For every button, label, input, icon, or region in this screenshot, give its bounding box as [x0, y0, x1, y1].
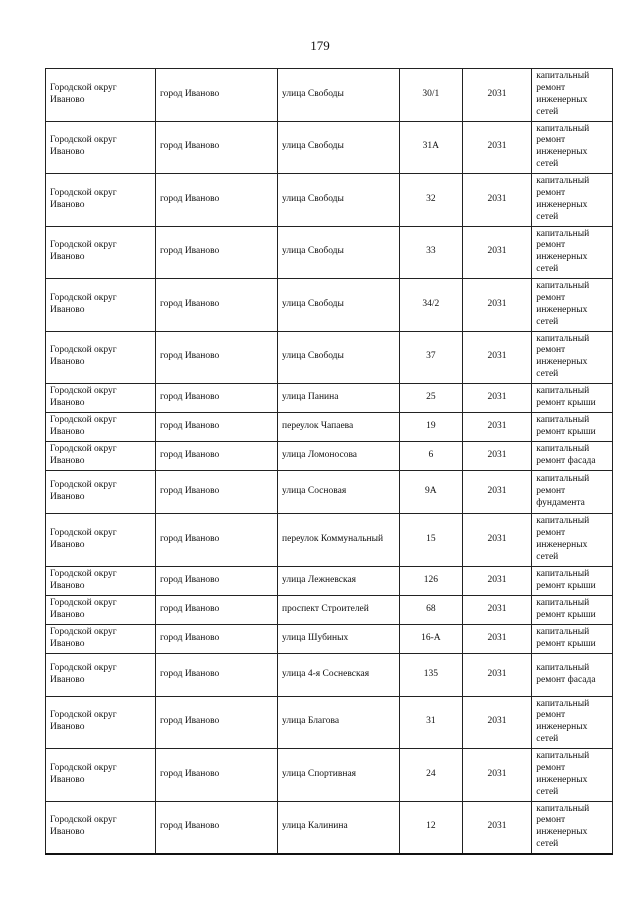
- street-cell: [278, 801, 400, 854]
- table-row: [46, 413, 613, 442]
- street-cell: [278, 471, 400, 514]
- year-cell: [462, 514, 532, 567]
- work-type-cell-text: капитальный ремонт инженерных сетей: [536, 751, 590, 797]
- year-cell: [462, 653, 532, 696]
- municipality-cell-text: Городской округ Иваново: [50, 187, 117, 210]
- municipality-cell: [46, 413, 156, 442]
- work-type-cell-text: капитальный ремонт инженерных сетей: [536, 176, 590, 222]
- street-cell: [278, 384, 400, 413]
- settlement-cell-text: город Иваново: [159, 486, 220, 497]
- municipality-cell: [46, 801, 156, 854]
- house-number-cell-text: 30/1: [422, 88, 440, 99]
- year-cell: [462, 226, 532, 279]
- house-number-cell: [400, 121, 463, 174]
- table-row: [46, 226, 613, 279]
- year-cell: [462, 624, 532, 653]
- year-cell-text: 2031: [487, 533, 507, 544]
- house-number-cell: [400, 279, 463, 332]
- street-cell-text: улица Благова: [282, 716, 340, 727]
- table-row: [46, 749, 613, 802]
- street-cell-text: улица Свободы: [282, 351, 344, 362]
- house-number-cell: [400, 595, 463, 624]
- house-number-cell-text: 34/2: [422, 298, 440, 309]
- year-cell: [462, 696, 532, 749]
- street-cell: [278, 69, 400, 122]
- table-row: [46, 595, 613, 624]
- work-type-cell-text: капитальный ремонт инженерных сетей: [536, 123, 590, 170]
- street-cell-text: улица Свободы: [282, 88, 344, 99]
- house-number-cell: [400, 801, 463, 854]
- municipality-cell: [46, 471, 156, 514]
- street-cell-text: улица 4-я Сосневская: [282, 668, 370, 679]
- work-type-cell-text: капитальный ремонт инженерных сетей: [536, 228, 590, 275]
- year-cell-text: 2031: [487, 88, 507, 99]
- street-cell-text: улица Сосновая: [282, 486, 347, 497]
- work-type-cell-text: капитальный ремонт инженерных сетей: [536, 698, 590, 745]
- street-cell: [278, 226, 400, 279]
- house-number-cell-text: 31: [426, 716, 436, 727]
- year-cell-text: 2031: [487, 351, 507, 362]
- settlement-cell-text: город Иваново: [159, 574, 220, 585]
- municipality-cell: [46, 442, 156, 471]
- house-number-cell-text: 9А: [425, 486, 437, 497]
- settlement-cell-text: город Иваново: [159, 668, 220, 679]
- house-number-cell-text: 32: [426, 193, 436, 204]
- house-number-cell: [400, 749, 463, 802]
- year-cell-text: 2031: [487, 632, 507, 643]
- settlement-cell-text: город Иваново: [159, 632, 220, 643]
- municipality-cell-text: Городской округ Иваново: [50, 662, 117, 685]
- page-number: 179: [310, 38, 330, 53]
- municipality-cell: [46, 69, 156, 122]
- table-row: [46, 514, 613, 567]
- settlement-cell: [155, 696, 277, 749]
- street-cell-text: улица Свободы: [282, 298, 344, 309]
- year-cell-text: 2031: [487, 298, 507, 309]
- year-cell-text: 2031: [487, 450, 507, 461]
- year-cell: [462, 801, 532, 854]
- street-cell: [278, 696, 400, 749]
- table-row: [46, 566, 613, 595]
- municipality-cell: [46, 226, 156, 279]
- work-type-cell-text: капитальный ремонт инженерных сетей: [536, 71, 590, 117]
- work-type-cell: [532, 69, 613, 122]
- municipality-cell-text: Городской округ Иваново: [50, 444, 117, 466]
- work-type-cell: [532, 384, 613, 413]
- year-cell-text: 2031: [487, 821, 507, 832]
- municipality-cell: [46, 384, 156, 413]
- work-type-cell: [532, 749, 613, 802]
- street-cell-text: улица Шубиных: [282, 632, 349, 643]
- settlement-cell-text: город Иваново: [159, 141, 220, 152]
- table-row: [46, 174, 613, 227]
- house-number-cell-text: 19: [426, 421, 436, 432]
- year-cell-text: 2031: [487, 486, 507, 497]
- street-cell: [278, 442, 400, 471]
- year-cell-text: 2031: [487, 141, 507, 152]
- year-cell: [462, 69, 532, 122]
- year-cell-text: 2031: [487, 421, 507, 432]
- settlement-cell-text: город Иваново: [159, 392, 220, 403]
- street-cell: [278, 749, 400, 802]
- table-row: [46, 384, 613, 413]
- year-cell-text: 2031: [487, 768, 507, 779]
- house-number-cell-text: 37: [426, 351, 436, 362]
- municipality-cell: [46, 624, 156, 653]
- settlement-cell: [155, 514, 277, 567]
- work-type-cell-text: капитальный ремонт фасада: [536, 662, 596, 685]
- municipality-cell-text: Городской округ Иваново: [50, 386, 117, 408]
- year-cell: [462, 413, 532, 442]
- house-number-cell-text: 33: [426, 246, 436, 257]
- work-type-cell-text: капитальный ремонт инженерных сетей: [536, 333, 590, 380]
- settlement-cell-text: город Иваново: [159, 768, 220, 779]
- work-type-cell-text: капитальный ремонт фундамента: [536, 474, 590, 508]
- house-number-cell: [400, 69, 463, 122]
- table-row: [46, 69, 613, 122]
- settlement-cell-text: город Иваново: [159, 351, 220, 362]
- municipality-cell: [46, 331, 156, 384]
- house-number-cell: [400, 514, 463, 567]
- municipality-cell: [46, 595, 156, 624]
- work-type-cell: [532, 624, 613, 653]
- settlement-cell: [155, 331, 277, 384]
- house-number-cell-text: 16-А: [421, 632, 441, 643]
- municipality-cell-text: Городской округ Иваново: [50, 292, 117, 315]
- year-cell: [462, 331, 532, 384]
- settlement-cell-text: город Иваново: [159, 821, 220, 832]
- work-type-cell: [532, 121, 613, 174]
- settlement-cell-text: город Иваново: [159, 193, 220, 204]
- municipality-cell: [46, 514, 156, 567]
- year-cell-text: 2031: [487, 716, 507, 727]
- street-cell-text: улица Панина: [282, 392, 339, 403]
- house-number-cell-text: 6: [428, 450, 434, 461]
- year-cell: [462, 595, 532, 624]
- settlement-cell: [155, 442, 277, 471]
- work-type-cell: [532, 595, 613, 624]
- work-type-cell: [532, 279, 613, 332]
- year-cell-text: 2031: [487, 603, 507, 614]
- municipality-cell-text: Городской округ Иваново: [50, 710, 117, 733]
- street-cell-text: улица Лежневская: [282, 574, 357, 585]
- year-cell-text: 2031: [487, 574, 507, 585]
- year-cell-text: 2031: [487, 246, 507, 257]
- street-cell-text: улица Ломоносова: [282, 450, 358, 461]
- house-number-cell: [400, 331, 463, 384]
- street-cell: [278, 331, 400, 384]
- house-number-cell-text: 135: [423, 668, 438, 679]
- settlement-cell: [155, 384, 277, 413]
- settlement-cell-text: город Иваново: [159, 450, 220, 461]
- settlement-cell: [155, 226, 277, 279]
- municipality-cell-text: Городской округ Иваново: [50, 815, 117, 838]
- municipality-cell-text: Городской округ Иваново: [50, 345, 117, 368]
- settlement-cell: [155, 801, 277, 854]
- street-cell-text: улица Спортивная: [282, 768, 357, 779]
- work-type-cell-text: капитальный ремонт крыши: [536, 386, 596, 408]
- street-cell: [278, 514, 400, 567]
- house-number-cell-text: 25: [426, 392, 436, 403]
- house-number-cell-text: 15: [426, 533, 436, 544]
- municipality-cell-text: Городской округ Иваново: [50, 762, 117, 785]
- year-cell-text: 2031: [487, 392, 507, 403]
- year-cell: [462, 279, 532, 332]
- house-number-cell: [400, 471, 463, 514]
- settlement-cell: [155, 279, 277, 332]
- settlement-cell: [155, 471, 277, 514]
- house-number-cell: [400, 566, 463, 595]
- house-number-cell: [400, 413, 463, 442]
- house-number-cell: [400, 384, 463, 413]
- work-type-cell: [532, 801, 613, 854]
- street-cell-text: переулок Коммунальный: [282, 533, 384, 544]
- work-type-cell: [532, 696, 613, 749]
- settlement-cell-text: город Иваново: [159, 533, 220, 544]
- house-number-cell-text: 68: [426, 603, 436, 614]
- year-cell-text: 2031: [487, 193, 507, 204]
- municipality-cell-text: Городской округ Иваново: [50, 597, 117, 620]
- settlement-cell: [155, 595, 277, 624]
- year-cell: [462, 384, 532, 413]
- house-number-cell-text: 24: [426, 768, 436, 779]
- year-cell: [462, 174, 532, 227]
- work-type-cell: [532, 653, 613, 696]
- table-row: [46, 471, 613, 514]
- settlement-cell-text: город Иваново: [159, 421, 220, 432]
- settlement-cell: [155, 174, 277, 227]
- settlement-cell: [155, 653, 277, 696]
- house-number-cell: [400, 653, 463, 696]
- street-cell-text: улица Свободы: [282, 141, 344, 152]
- municipality-cell: [46, 566, 156, 595]
- table-row: [46, 442, 613, 471]
- municipality-cell-text: Городской округ Иваново: [50, 135, 117, 158]
- year-cell: [462, 566, 532, 595]
- year-cell: [462, 471, 532, 514]
- municipality-cell: [46, 279, 156, 332]
- settlement-cell-text: город Иваново: [159, 716, 220, 727]
- table-row: [46, 121, 613, 174]
- street-cell: [278, 566, 400, 595]
- registry-table: [45, 68, 613, 855]
- year-cell: [462, 442, 532, 471]
- work-type-cell: [532, 331, 613, 384]
- municipality-cell-text: Городской округ Иваново: [50, 480, 117, 502]
- table-row: [46, 653, 613, 696]
- municipality-cell-text: Городской округ Иваново: [50, 240, 117, 263]
- municipality-cell: [46, 653, 156, 696]
- work-type-cell: [532, 442, 613, 471]
- settlement-cell: [155, 121, 277, 174]
- settlement-cell: [155, 69, 277, 122]
- house-number-cell-text: 12: [426, 821, 436, 832]
- settlement-cell-text: город Иваново: [159, 603, 220, 614]
- registry-table-body: [46, 69, 613, 855]
- street-cell: [278, 595, 400, 624]
- municipality-cell-text: Городской округ Иваново: [50, 415, 117, 437]
- settlement-cell-text: город Иваново: [159, 88, 220, 99]
- street-cell-text: проспект Строителей: [282, 603, 369, 614]
- table-row: [46, 624, 613, 653]
- year-cell: [462, 121, 532, 174]
- settlement-cell: [155, 566, 277, 595]
- municipality-cell-text: Городской округ Иваново: [50, 527, 117, 550]
- municipality-cell: [46, 749, 156, 802]
- street-cell-text: улица Свободы: [282, 193, 344, 204]
- street-cell: [278, 624, 400, 653]
- work-type-cell-text: капитальный ремонт инженерных сетей: [536, 803, 590, 850]
- settlement-cell: [155, 624, 277, 653]
- settlement-cell: [155, 413, 277, 442]
- work-type-cell: [532, 566, 613, 595]
- municipality-cell-text: Городской округ Иваново: [50, 568, 117, 591]
- table-row: [46, 331, 613, 384]
- house-number-cell: [400, 174, 463, 227]
- municipality-cell: [46, 696, 156, 749]
- street-cell: [278, 174, 400, 227]
- street-cell: [278, 279, 400, 332]
- house-number-cell: [400, 442, 463, 471]
- street-cell: [278, 121, 400, 174]
- settlement-cell: [155, 749, 277, 802]
- settlement-cell-text: город Иваново: [159, 246, 220, 257]
- house-number-cell-text: 31А: [422, 141, 440, 152]
- house-number-cell: [400, 226, 463, 279]
- table-row: [46, 279, 613, 332]
- street-cell: [278, 653, 400, 696]
- municipality-cell: [46, 121, 156, 174]
- street-cell-text: улица Калинина: [282, 821, 348, 832]
- street-cell: [278, 413, 400, 442]
- work-type-cell-text: капитальный ремонт инженерных сетей: [536, 281, 590, 327]
- house-number-cell: [400, 696, 463, 749]
- work-type-cell-text: капитальный ремонт крыши: [536, 626, 596, 649]
- work-type-cell-text: капитальный ремонт крыши: [536, 415, 596, 437]
- table-row: [46, 696, 613, 749]
- settlement-cell-text: город Иваново: [159, 298, 220, 309]
- work-type-cell-text: капитальный ремонт крыши: [536, 568, 596, 591]
- work-type-cell: [532, 413, 613, 442]
- municipality-cell-text: Городской округ Иваново: [50, 82, 117, 105]
- work-type-cell-text: капитальный ремонт крыши: [536, 597, 596, 620]
- year-cell: [462, 749, 532, 802]
- table-row: [46, 801, 613, 854]
- street-cell-text: переулок Чапаева: [282, 421, 354, 432]
- work-type-cell: [532, 226, 613, 279]
- house-number-cell: [400, 624, 463, 653]
- work-type-cell: [532, 174, 613, 227]
- street-cell-text: улица Свободы: [282, 246, 344, 257]
- municipality-cell-text: Городской округ Иваново: [50, 626, 117, 649]
- work-type-cell: [532, 471, 613, 514]
- work-type-cell-text: капитальный ремонт инженерных сетей: [536, 516, 590, 562]
- work-type-cell-text: капитальный ремонт фасада: [536, 444, 596, 466]
- municipality-cell: [46, 174, 156, 227]
- work-type-cell: [532, 514, 613, 567]
- year-cell-text: 2031: [487, 668, 507, 679]
- house-number-cell-text: 126: [423, 574, 438, 585]
